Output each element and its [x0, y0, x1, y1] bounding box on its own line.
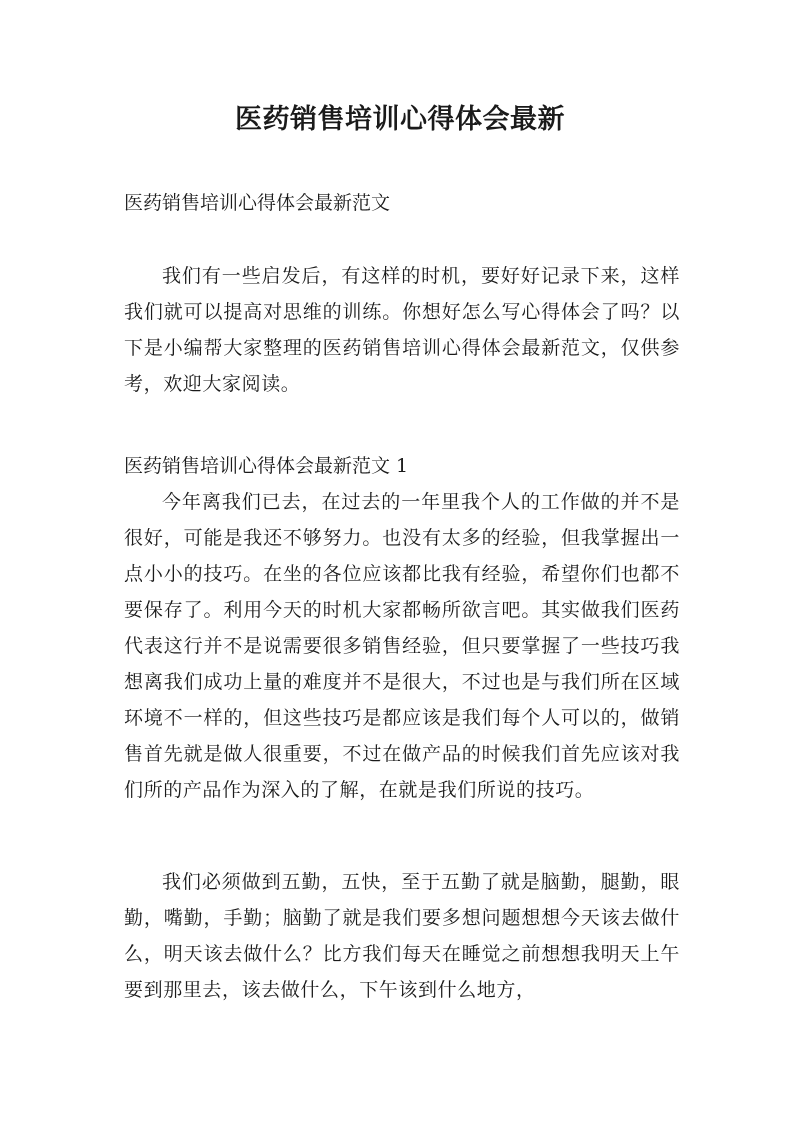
document-title: 医药销售培训心得体会最新	[235, 104, 565, 135]
body-paragraph-1: 今年离我们已去，在过去的一年里我个人的工作做的并不是很好，可能是我还不够努力。也没有太多的经验，但我掌握出一点小小的技巧。在坐的各位应该都比我有经验，希望你们也都不要保存了。利用今天的时机大家都畅所欲言吧。其实做我们医药代表这行并不是说需要很多销售经验，但只要掌握了一些技巧我想离我们成功上量的难度并不是很大，不过也是与我们所在区域环境不一样的，但这些技巧是都应该是我们每个人可以的，做销售首先就是做人很重要，不过在做产品的时候我们首先应该对我们所的产品作为深入的了解，在就是我们所说的技巧。	[124, 491, 680, 801]
intro-paragraph: 我们有一些启发后，有这样的时机，要好好记录下来，这样我们就可以提高对思维的训练。你想好怎么写心得体会了吗？以下是小编帮大家整理的医药销售培训心得体会最新范文，仅供参考，欢迎大家阅读。	[124, 265, 680, 395]
document-subtitle: 医药销售培训心得体会最新范文	[124, 192, 391, 214]
section-heading: 医药销售培训心得体会最新范文 1	[124, 455, 409, 477]
body-paragraph-2: 我们必须做到五勤，五快，至于五勤了就是脑勤，腿勤，眼勤，嘴勤，手勤；脑勤了就是我们要多想问题想想今天该去做什么，明天该去做什么？比方我们每天在睡觉之前想想我明天上午要到那里去，该去做什么，下午该到什么地方，	[124, 871, 680, 1001]
